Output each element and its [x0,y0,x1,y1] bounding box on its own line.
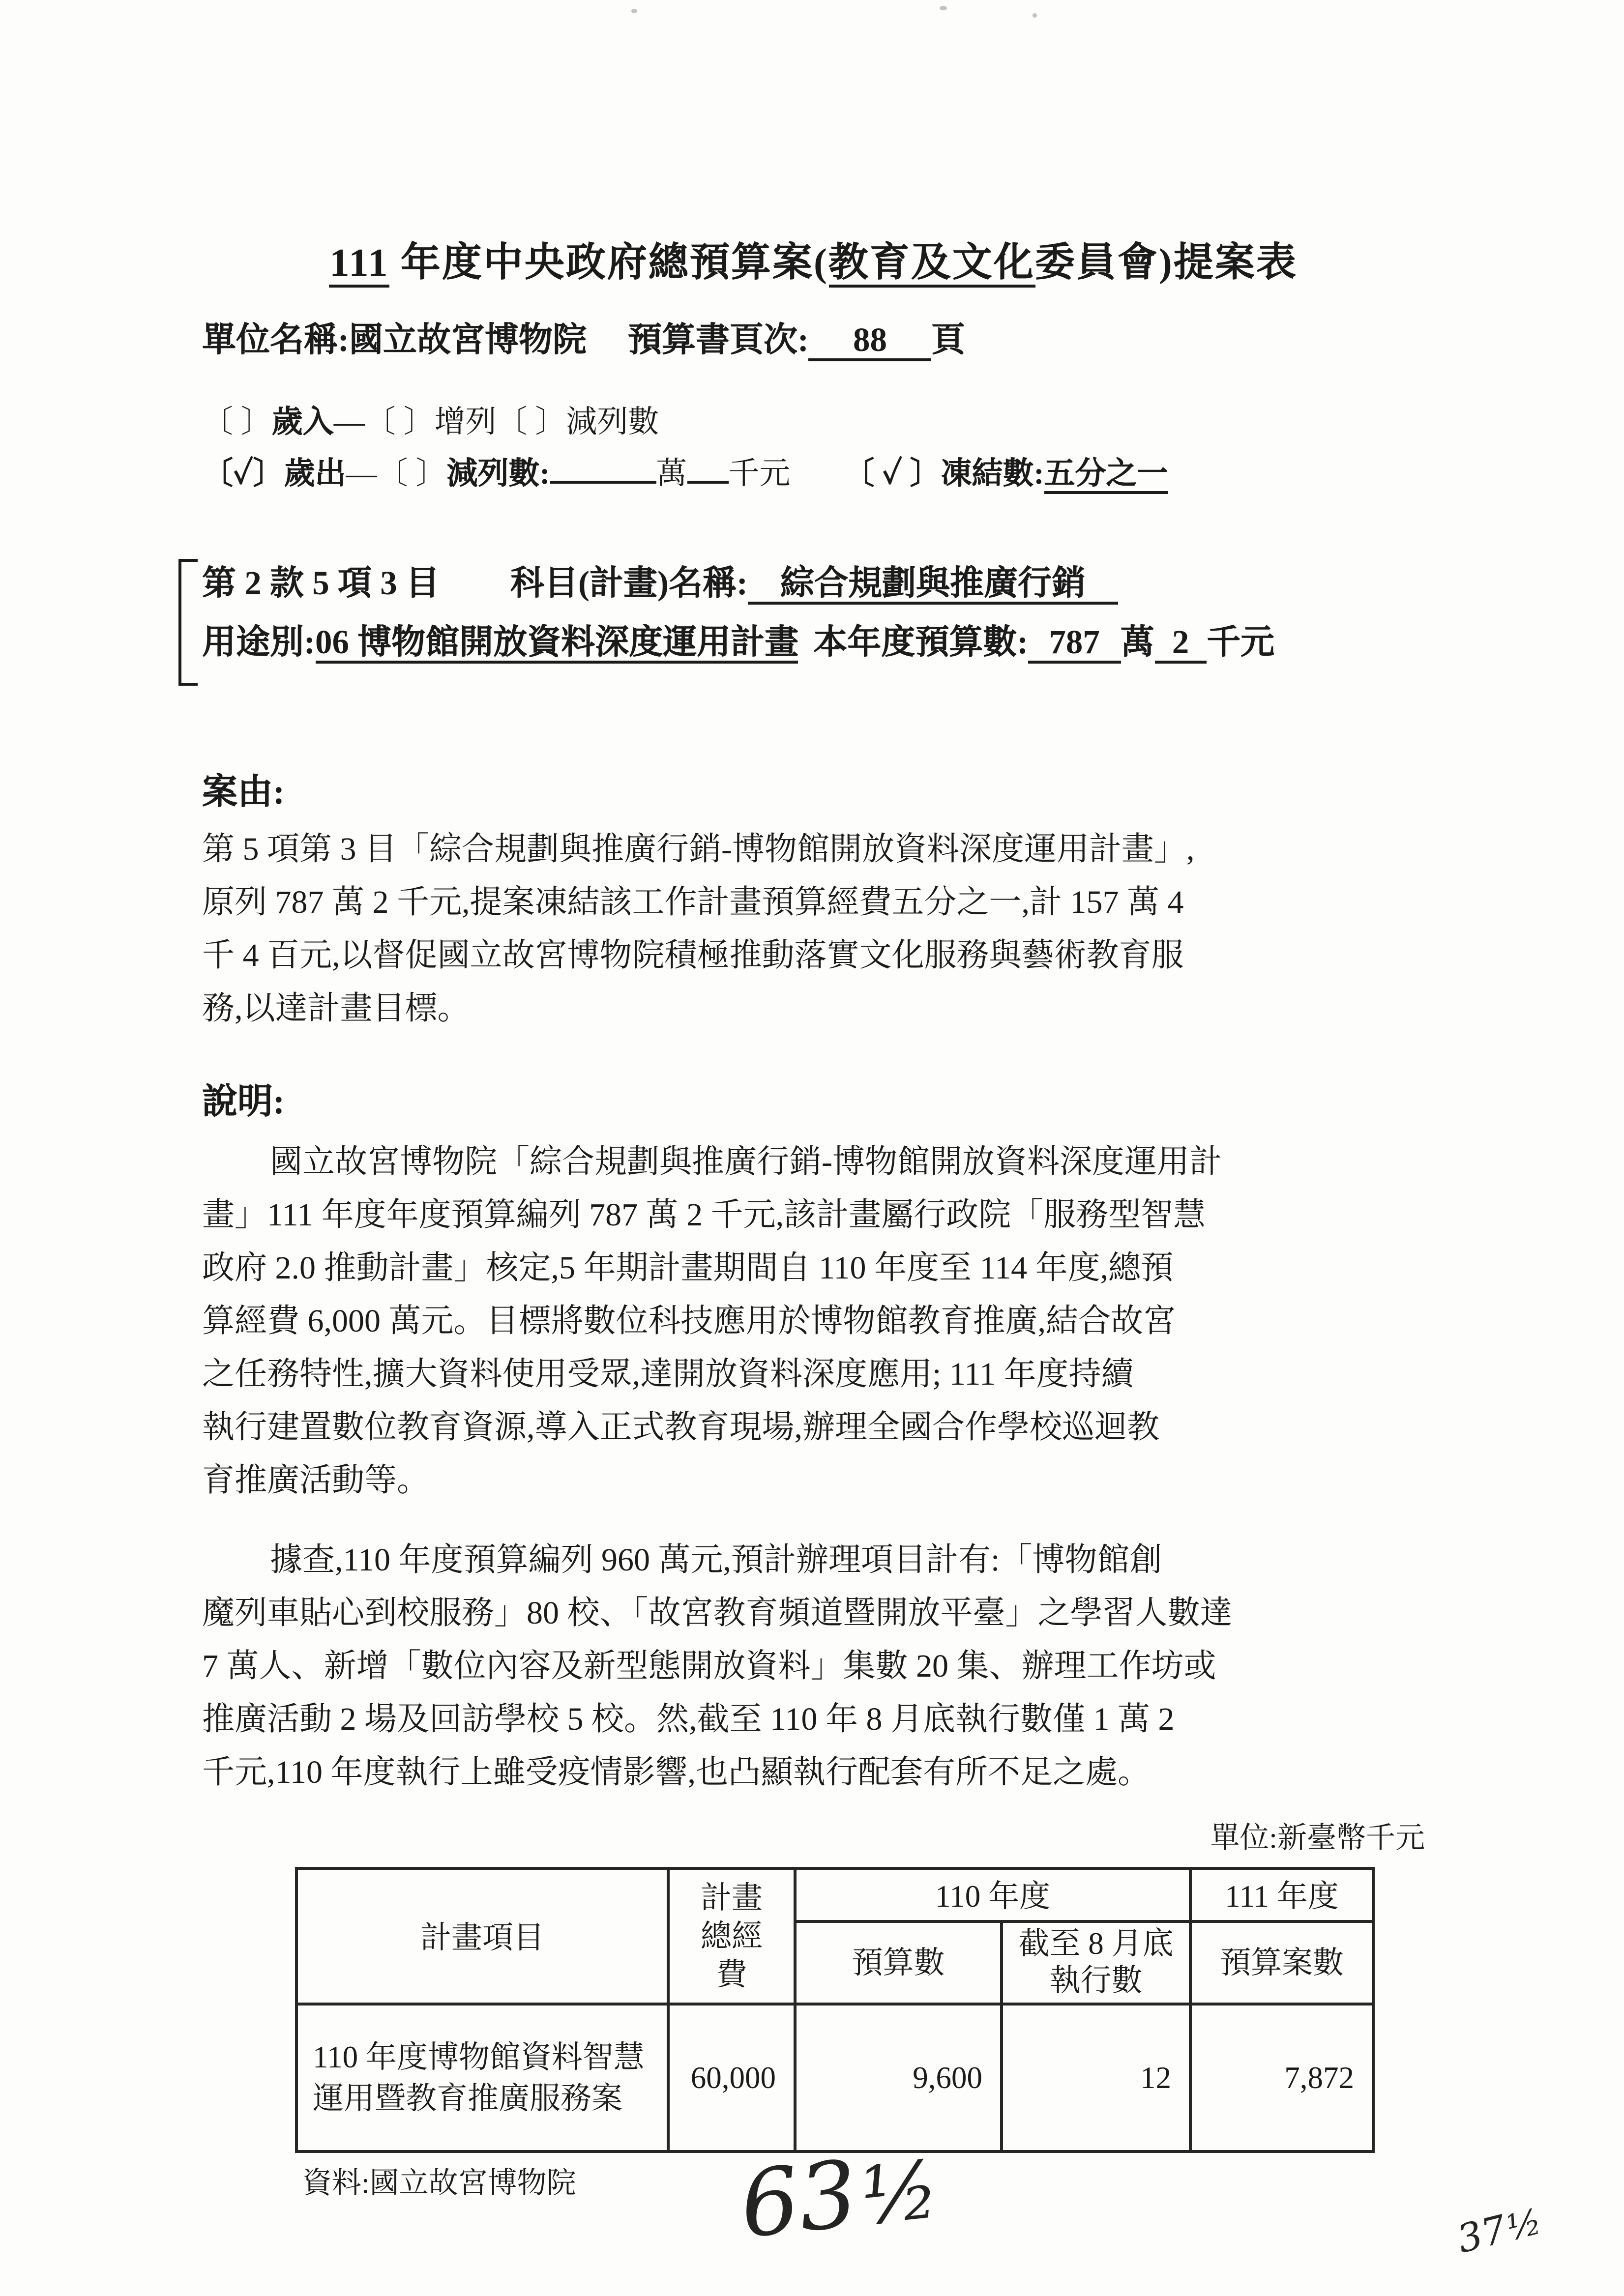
unit-name-label: 單位名稱: [202,321,350,358]
expenditure-checkbox-line [202,451,1425,495]
col-header-executed-august: 截至 8 月底執行數 [1002,1921,1190,2004]
explanation-2-line-1: 據查,110 年度預算編列 960 萬元,預計辦理項目計有:「博物館創 [270,1541,1162,1578]
document-title [202,239,1425,288]
explanation-1-line-6: 執行建置數位教育資源,導入正式教育現場,辦理全國合作學校巡迴教 [202,1408,1160,1445]
cell-budget-111: 7,872 [1190,2004,1373,2151]
usage-label: 用途別: [202,624,316,661]
expenditure-label: 歲出 [284,456,346,491]
clause-number: 第 2 款 5 項 3 目 [202,565,440,602]
increase-checkbox: 〔 〕 [364,404,435,439]
explanation-1-line-2: 畫」111 年度年度預算編列 787 萬 2 千元,該計畫屬行政院「服務型智慧 [202,1196,1206,1233]
decrease-label: 減列數 [566,404,659,439]
explanation-2-line-2: 魔列車貼心到校服務」80 校、「故宮教育頻道暨開放平臺」之學習人數達 [202,1594,1233,1631]
table-row [296,2004,1373,2151]
page-index-unit: 頁 [931,321,966,358]
title-year-value: 111 [329,240,389,288]
budget-table [295,1867,1375,2153]
usage-line [202,613,1425,672]
cut-amount-blank-2 [687,454,728,484]
col-header-budget-110: 預算數 [795,1921,1002,2004]
freeze-checkbox: 〔 ✓ 〕 [843,456,941,491]
cut-amount-label: 減列數: [446,456,550,491]
cell-total-cost: 60,000 [668,2004,795,2151]
explanation-paragraph-1 [202,1135,1425,1507]
case-heading: 案由: [202,774,285,813]
page-index-label: 預算書頁次: [628,321,809,358]
handwritten-page-number-fraction: ½ [856,2143,944,2243]
scan-speck [940,6,947,10]
explanation-1-line-7: 育推廣活動等。 [202,1461,430,1498]
increase-label: 增列 [434,404,497,439]
explanation-1-line-5: 之任務特性,擴大資料使用受眾,達開放資料深度應用; 111 年度持續 [202,1355,1134,1392]
table-unit-note: 單位:新臺幣千元 [1210,1823,1425,1855]
case-line-4: 務,以達計畫目標。 [202,989,470,1026]
dash-rule: — [346,456,377,491]
cell-plan-item: 110 年度博物館資料智慧運用暨教育推廣服務案 [296,2004,668,2151]
revenue-label: 歲入 [271,404,334,439]
col-header-year-110: 110 年度 [795,1868,1190,1921]
scan-speck [631,9,637,13]
handwritten-page-number [736,2131,944,2259]
cell-budget-110: 9,600 [795,2004,1002,2151]
explanation-1-line-4: 算經費 6,000 萬元。目標將數位科技應用於博物館教育推廣,結合故宮 [202,1302,1176,1339]
explanation-2-line-5: 千元,110 年度執行上雖受疫情影響,也凸顯執行配套有所不足之處。 [202,1753,1151,1790]
title-suffix: 委員會)提案表 [1034,240,1298,285]
freeze-label: 凍結數: [941,456,1044,491]
col-header-item: 計畫項目 [296,1868,668,2004]
revenue-checkbox: 〔 〕 [202,404,272,439]
table-source-note: 資料:國立故宮博物院 [302,2168,576,2200]
unit-line [202,319,1425,363]
col-header-year-111: 111 年度 [1190,1868,1373,1921]
handwritten-corner-number-fraction: ½ [1502,2201,1546,2249]
clause-line [202,554,1425,613]
annual-budget-label: 本年度預算數: [813,624,1029,661]
usage-value: 06 博物館開放資料深度運用計畫 [315,624,798,664]
expenditure-checkbox: 〔✓〕 [202,456,284,491]
dash-rule: — [333,404,365,439]
handwritten-page-number-value: 63 [735,2139,862,2259]
table-header-row-1 [296,1868,1373,1921]
cut-checkbox: 〔 〕 [377,456,447,491]
subject-section [202,554,1425,672]
explanation-1-line-1: 國立故宮博物院「綜合規劃與推廣行銷-博物館開放資料深度運用計 [270,1143,1222,1180]
explanation-1-line-3: 政府 2.0 推動計畫」核定,5 年期計畫期間自 110 年度至 114 年度,總預 [202,1249,1174,1286]
wan-unit: 萬 [1120,624,1154,661]
decrease-checkbox: 〔 〕 [496,404,566,439]
freeze-value: 五分之一 [1044,456,1168,494]
col-header-budget-111: 預算案數 [1190,1921,1373,2004]
qianyuan-unit: 千元 [1207,624,1275,661]
scan-speck [1033,13,1037,18]
handwritten-corner-number [1453,2200,1546,2263]
title-committee-value: 教育及文化 [828,240,1035,288]
annual-budget-wan-value: 787 [1028,624,1121,664]
page-index-value: 88 [809,321,931,361]
handwritten-corner-number-value: 37 [1453,2208,1511,2263]
explanation-2-line-3: 7 萬人、新增「數位內容及新型態開放資料」集數 20 集、辦理工作坊或 [202,1647,1216,1684]
cell-executed-august: 12 [1002,2004,1190,2151]
col-header-total-cost: 計畫總經費 [668,1868,795,2004]
qianyuan-unit: 千元 [728,456,791,491]
cut-amount-blank [550,454,656,484]
subject-name-value: 綜合規劃與推廣行銷 [748,565,1118,605]
wan-unit: 萬 [656,456,687,491]
subject-name-label: 科目(計畫)名稱: [510,565,748,602]
case-line-1: 第 5 項第 3 目「綜合規劃與推廣行銷-博物館開放資料深度運用計畫」, [202,830,1195,867]
case-line-2: 原列 787 萬 2 千元,提案凍結該工作計畫預算經費五分之一,計 157 萬 4 [202,883,1184,920]
explanation-heading: 說明: [202,1084,285,1122]
unit-name-value: 國立故宮博物院 [349,321,587,358]
title-text: 年度中央政府總預算案( [389,240,828,285]
annual-budget-qian-value: 2 [1154,624,1207,664]
explanation-paragraph-2 [202,1534,1425,1799]
revenue-checkbox-line [202,400,1425,444]
explanation-2-line-4: 推廣活動 2 場及回訪學校 5 校。然,截至 110 年 8 月底執行數僅 1 萬 2 [202,1700,1175,1737]
section-bracket-decoration [178,559,198,686]
case-line-3: 千 4 百元,以督促國立故宮博物院積極推動落實文化服務與藝術教育服 [202,936,1184,973]
case-paragraph [202,823,1425,1035]
